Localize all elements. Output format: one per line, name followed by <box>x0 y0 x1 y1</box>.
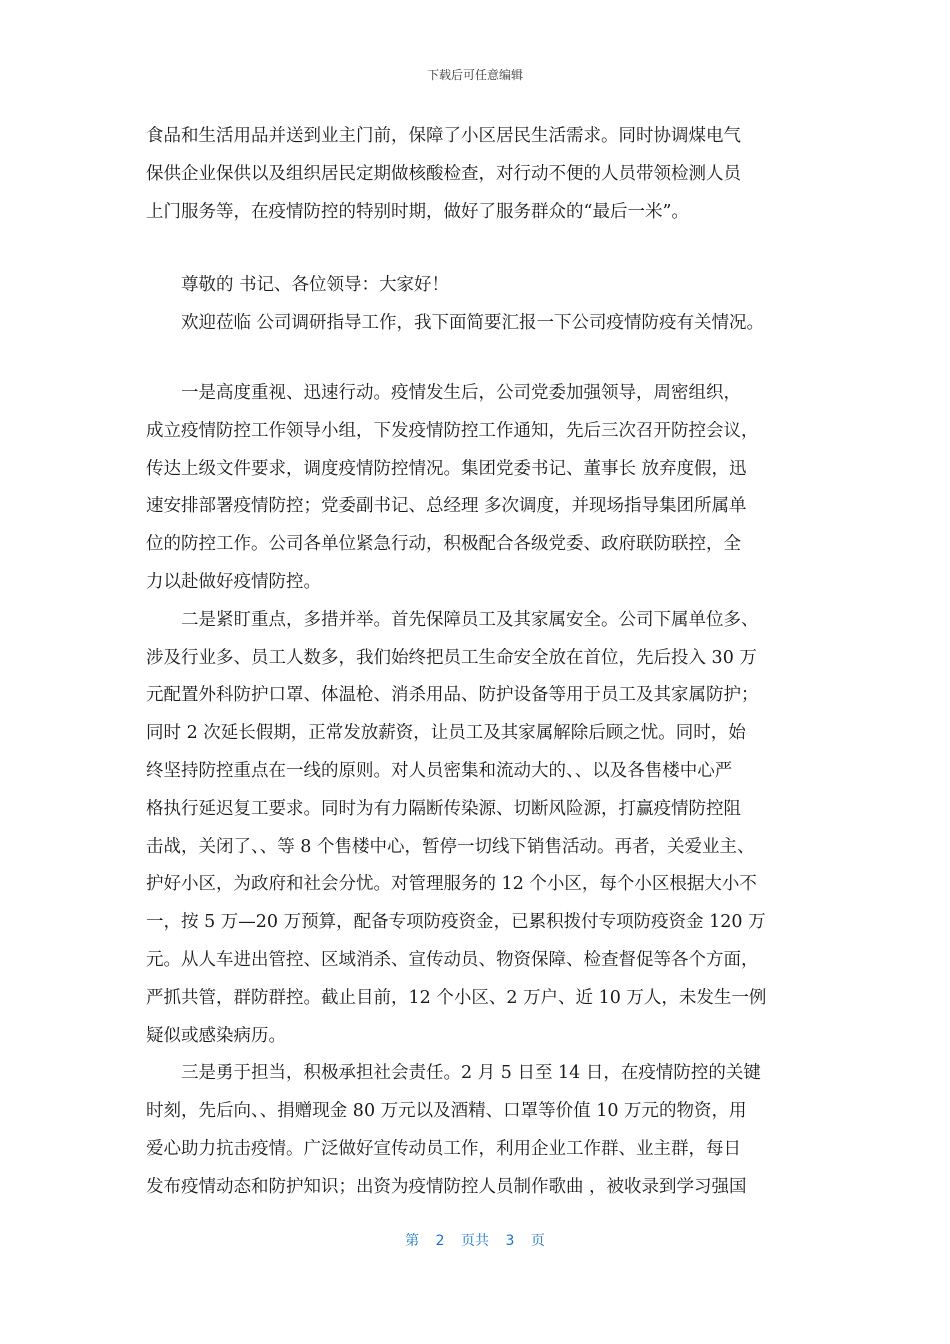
footer-label-di: 第 <box>405 1233 420 1249</box>
text-line: 击战，关闭了、、等 8 个售楼中心，暂停一切线下销售活动。再者，关爱业主、 <box>146 836 755 857</box>
page-header: 下载后可任意编辑 <box>426 68 523 82</box>
text-line: 传达上级文件要求，调度疫情防控情况。集团党委书记、董事长 放弃度假，迅 <box>146 458 747 479</box>
text-line: 上门服务等，在疫情防控的特别时期，做好了服务群众的“最后一米”。 <box>146 201 689 222</box>
text-line: 爱心助力抗击疫情。广泛做好宣传动员工作，利用企业工作群、业主群，每日 <box>146 1138 741 1159</box>
text-line: 元。从人车进出管控、区域消杀、宣传动员、物资保障、检查督促等各个方面， <box>146 949 759 970</box>
text-line: 同时 2 次延长假期，正常发放薪资，让员工及其家属解除后顾之忧。同时，始 <box>146 723 746 744</box>
text-line: 终坚持防控重点在一线的原则。对人员密集和流动大的、、以及各售楼中心严 <box>146 760 733 781</box>
paragraph-3 <box>146 1055 806 1206</box>
text-line: 疑似或感染病历。 <box>146 1025 286 1046</box>
intro: 欢迎莅临 公司调研指导工作，我下面简要汇报一下公司疫情防疫有关情况。 <box>181 313 765 334</box>
text-line: 格执行延迟复工要求。同时为有力隔断传染源、切断风险源，打赢疫情防控阻 <box>146 798 741 819</box>
document-body <box>146 118 806 1207</box>
paragraph-continuation <box>146 118 806 231</box>
text-line: 速安排部署疫情防控；党委副书记、总经理 多次调度，并现场指导集团所属单 <box>146 496 747 517</box>
text-line: 位的防控工作。公司各单位紧急行动，积极配合各级党委、政府联防联控，全 <box>146 534 741 555</box>
text-line: 保供企业保供以及组织居民定期做核酸检查，对行动不便的人员带领检测人员 <box>146 163 741 184</box>
text-line: 涉及行业多、员工人数多，我们始终把员工生命安全放在首位，先后投入 30 万 <box>146 647 757 668</box>
text-line: 严抓共管，群防群控。截止目前，12 个小区、2 万户、近 10 万人，未发生一例 <box>146 987 767 1008</box>
text-line: 成立疫情防控工作领导小组，下发疫情防控工作通知，先后三次召开防控会议， <box>146 420 759 441</box>
text-line: 一是高度重视、迅速行动。疫情发生后，公司党委加强领导，周密组织， <box>181 382 741 403</box>
text-line: 二是紧盯重点，多措并举。首先保障员工及其家属安全。公司下属单位多、 <box>181 609 759 630</box>
page-footer <box>0 1230 950 1250</box>
footer-label-ye-gong: 页共 <box>461 1233 489 1249</box>
text-line: 一，按 5 万—20 万预算，配备专项防疫资金，已累积拨付专项防疫资金 120 万 <box>146 912 766 933</box>
total-pages: 3 <box>505 1233 515 1249</box>
text-line: 三是勇于担当，积极承担社会责任。2 月 5 日至 14 日，在疫情防控的关键 <box>181 1063 761 1084</box>
text-line: 发布疫情动态和防护知识；出资为疫情防控人员制作歌曲 ，被收录到学习强国 <box>146 1176 747 1197</box>
greeting: 尊敬的 书记、各位领导：大家好！ <box>181 275 450 296</box>
text-line: 食品和生活用品并送到业主门前，保障了小区居民生活需求。同时协调煤电气 <box>146 126 741 146</box>
paragraph-2 <box>146 602 806 1056</box>
text-line: 护好小区，为政府和社会分忧。对管理服务的 12 个小区，每个小区根据大小不 <box>146 874 757 895</box>
text-line: 力以赴做好疫情防控。 <box>146 571 321 592</box>
page-number: 2 <box>435 1233 445 1249</box>
paragraph-1 <box>146 375 806 602</box>
text-line: 元配置外科防护口罩、体温枪、消杀用品、防护设备等用于员工及其家属防护； <box>146 685 759 706</box>
footer-label-ye: 页 <box>530 1233 545 1249</box>
text-line: 时刻，先后向、、捐赠现金 80 万元以及酒精、口罩等价值 10 万元的物资，用 <box>146 1101 747 1122</box>
